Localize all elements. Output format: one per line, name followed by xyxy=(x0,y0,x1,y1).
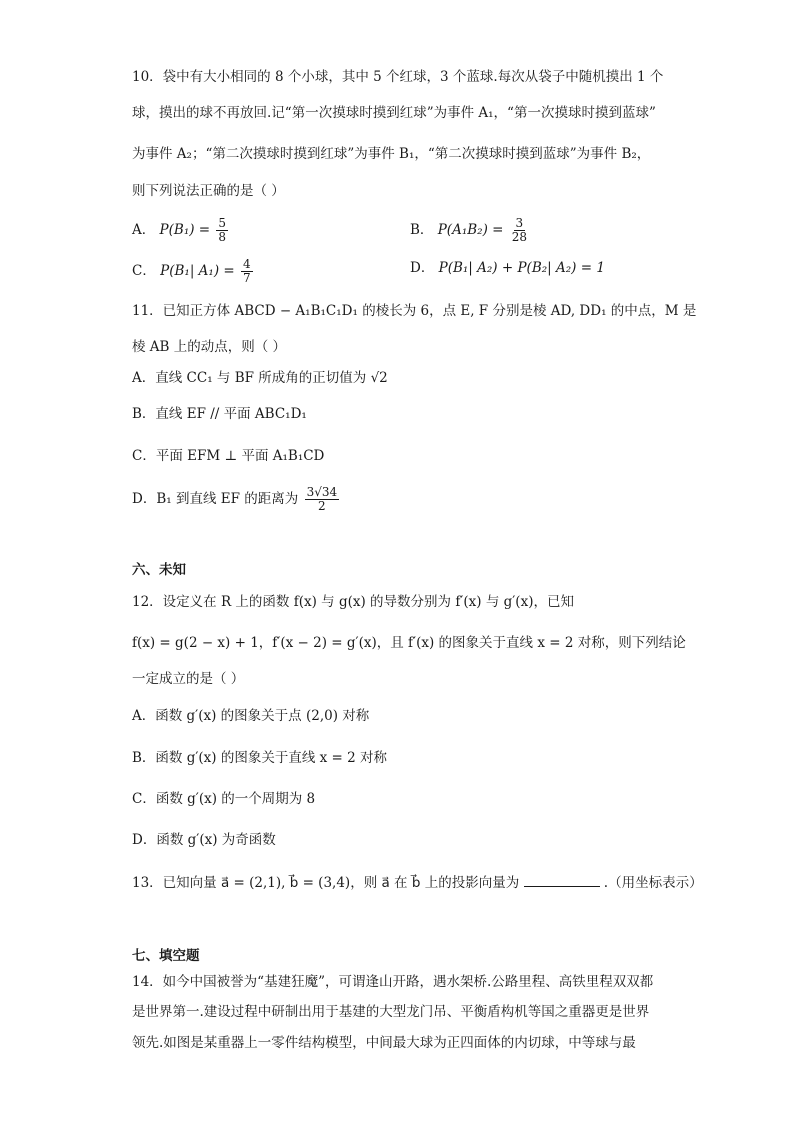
q10-option-b-expr: P(A₁B₂) = xyxy=(437,222,504,238)
q12-option-b: B．函数 g′(x) 的图象关于直线 x = 2 对称 xyxy=(132,750,388,766)
q13-suffix: .（用坐标表示） xyxy=(603,875,703,891)
q11-option-d xyxy=(132,486,341,513)
q11-option-d-text: D．B₁ 到直线 EF 的距离为 xyxy=(132,491,299,507)
q10-option-a xyxy=(132,217,230,244)
q10-option-a-denominator: 8 xyxy=(218,230,227,244)
q11-line-1: 11．已知正方体 ABCD − A₁B₁C₁D₁ 的棱长为 6，点 E, F 分别是棱 AD, DD₁ 的中点，M 是 xyxy=(132,303,697,319)
q12-option-d: D．函数 g′(x) 为奇函数 xyxy=(132,832,276,848)
q10-option-b-numerator: 3 xyxy=(515,216,524,230)
q13-answer-blank[interactable] xyxy=(524,872,600,887)
q10-option-c-denominator: 7 xyxy=(243,271,251,285)
q10-option-c-fraction xyxy=(241,258,253,285)
q12-line-2: f(x) = g(2 − x) + 1，f′(x − 2) = g′(x)，且 f′(x) 的图象关于直线 x = 2 对称，则下列结论 xyxy=(132,635,686,651)
q10-line-4: 则下列说法正确的是（ ） xyxy=(132,183,285,199)
q10-line-2: 球，摸出的球不再放回.记“第一次摸球时摸到红球”为事件 A₁，“第一次摸球时摸到蓝球” xyxy=(132,105,656,121)
q10-option-a-numerator: 5 xyxy=(218,216,227,230)
q10-option-b xyxy=(410,217,531,244)
q10-option-c-expr: P(B₁| A₁) = xyxy=(160,263,235,279)
q10-option-d-label: D． xyxy=(410,260,435,276)
section-7-title: 七、填空题 xyxy=(132,948,200,964)
q11-option-d-numerator: 3√34 xyxy=(306,485,338,499)
q14-line-3: 领先.如图是某重器上一零件结构模型，中间最大球为正四面体的内切球，中等球与最 xyxy=(132,1035,636,1051)
q12-line-1: 12．设定义在 R 上的函数 f(x) 与 g(x) 的导数分别为 f′(x) 与 g′(x)，已知 xyxy=(132,594,574,610)
q10-option-d xyxy=(410,258,605,278)
q10-option-d-expr: P(B₁| A₂) + P(B₂| A₂) = 1 xyxy=(438,260,605,276)
q14-line-2: 是世界第一.建设过程中研制出用于基建的大型龙门吊、平衡盾构机等国之重器更是世界 xyxy=(132,1004,650,1020)
q14-line-1: 14．如今中国被誉为“基建狂魔”，可谓逢山开路，遇水架桥.公路里程、高铁里程双双都 xyxy=(132,974,654,990)
q11-option-b: B．直线 EF // 平面 ABC₁D₁ xyxy=(132,406,307,422)
q10-option-a-expr: P(B₁) = xyxy=(159,222,211,238)
q10-option-a-label: A． xyxy=(132,222,156,238)
q12-option-c: C．函数 g′(x) 的一个周期为 8 xyxy=(132,791,316,807)
q11-option-d-fraction xyxy=(305,486,340,513)
q13-line xyxy=(132,872,703,893)
q10-option-b-label: B． xyxy=(410,222,434,238)
section-6-title: 六、未知 xyxy=(132,562,186,578)
q10-line-3: 为事件 A₂；“第二次摸球时摸到红球”为事件 B₁，“第二次摸球时摸到蓝球”为事件 B₂， xyxy=(132,146,651,162)
q11-option-c: C．平面 EFM ⊥ 平面 A₁B₁CD xyxy=(132,448,325,464)
q10-option-c-numerator: 4 xyxy=(243,257,251,271)
q10-option-b-fraction xyxy=(510,217,529,244)
q12-line-3: 一定成立的是（ ） xyxy=(132,671,245,687)
q12-option-a: A．函数 g′(x) 的图象关于点 (2,0) 对称 xyxy=(132,708,370,724)
q11-line-2: 棱 AB 上的动点，则（ ） xyxy=(132,339,287,355)
q11-option-d-denominator: 2 xyxy=(318,499,326,513)
q10-line-1: 10．袋中有大小相同的 8 个小球，其中 5 个红球，3 个蓝球.每次从袋子中随机摸出 1 个 xyxy=(132,69,664,85)
q10-option-c xyxy=(132,258,255,285)
q10-option-c-label: C． xyxy=(132,263,156,279)
q11-option-a: A．直线 CC₁ 与 BF 所成角的正切值为 √2 xyxy=(132,370,388,386)
q13-text: 13．已知向量 a⃗ = (2,1), b⃗ = (3,4)，则 a⃗ 在 b⃗ 上的投影向量为 xyxy=(132,875,520,891)
q10-option-a-fraction xyxy=(216,217,228,244)
q10-option-b-denominator: 28 xyxy=(511,230,528,244)
